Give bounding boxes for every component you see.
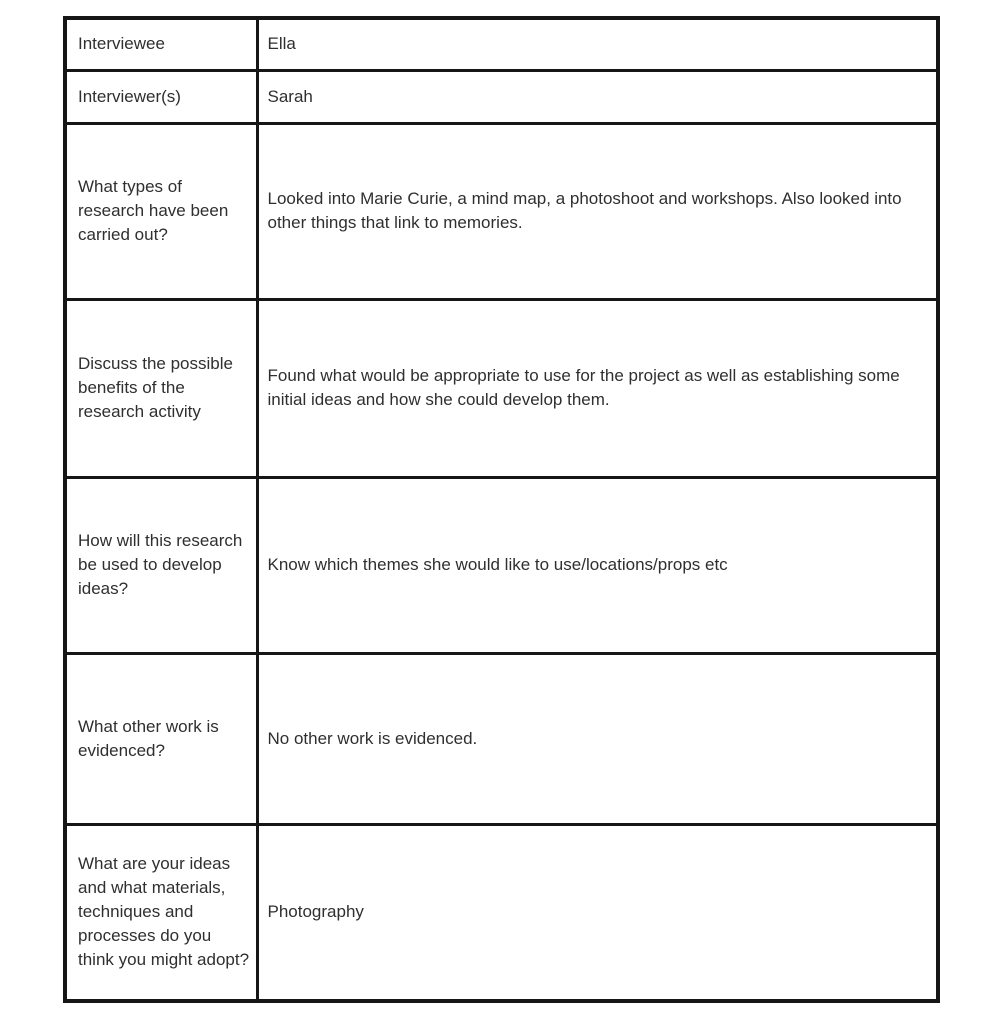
answer-cell [257, 477, 938, 653]
answer-text: Sarah [267, 86, 313, 106]
answer-cell [257, 299, 938, 477]
table-row [65, 299, 938, 477]
interview-record-table [63, 16, 940, 1003]
question-cell [65, 653, 257, 824]
question-cell [65, 299, 257, 477]
table-row [65, 123, 938, 299]
question-cell [65, 477, 257, 653]
table-row [65, 653, 938, 824]
question-text: Interviewee [78, 34, 165, 54]
answer-cell [257, 653, 938, 824]
answer-text: Ella [267, 34, 296, 54]
answer-cell [257, 18, 938, 70]
question-cell [65, 70, 257, 123]
table-row [65, 18, 938, 70]
answer-text: Photography [267, 902, 364, 922]
answer-cell [257, 824, 938, 1001]
question-text: Interviewer(s) [78, 86, 181, 106]
question-text: How will this research be used to develop ideas? [78, 531, 243, 598]
question-cell [65, 18, 257, 70]
question-cell [65, 824, 257, 1001]
question-text: What are your ideas and what materials, techniques and processes do you think you might adopt? [78, 854, 250, 970]
question-text: What other work is evidenced? [78, 716, 219, 760]
question-text: What types of research have been carried out? [78, 177, 229, 244]
answer-text: Looked into Marie Curie, a mind map, a photoshoot and workshops. Also looked into other things that link to memories. [267, 189, 902, 232]
answer-cell [257, 123, 938, 299]
answer-text: Found what would be appropriate to use for the project as well as establishing some initial ideas and how she could develop them. [267, 366, 900, 409]
answer-text: No other work is evidenced. [267, 728, 478, 748]
answer-cell [257, 70, 938, 123]
question-cell [65, 123, 257, 299]
table-row [65, 824, 938, 1001]
interview-table-body [65, 18, 938, 1001]
question-text: Discuss the possible benefits of the research activity [78, 354, 233, 421]
table-row [65, 477, 938, 653]
table-row [65, 70, 938, 123]
answer-text: Know which themes she would like to use/locations/props etc [267, 555, 728, 574]
